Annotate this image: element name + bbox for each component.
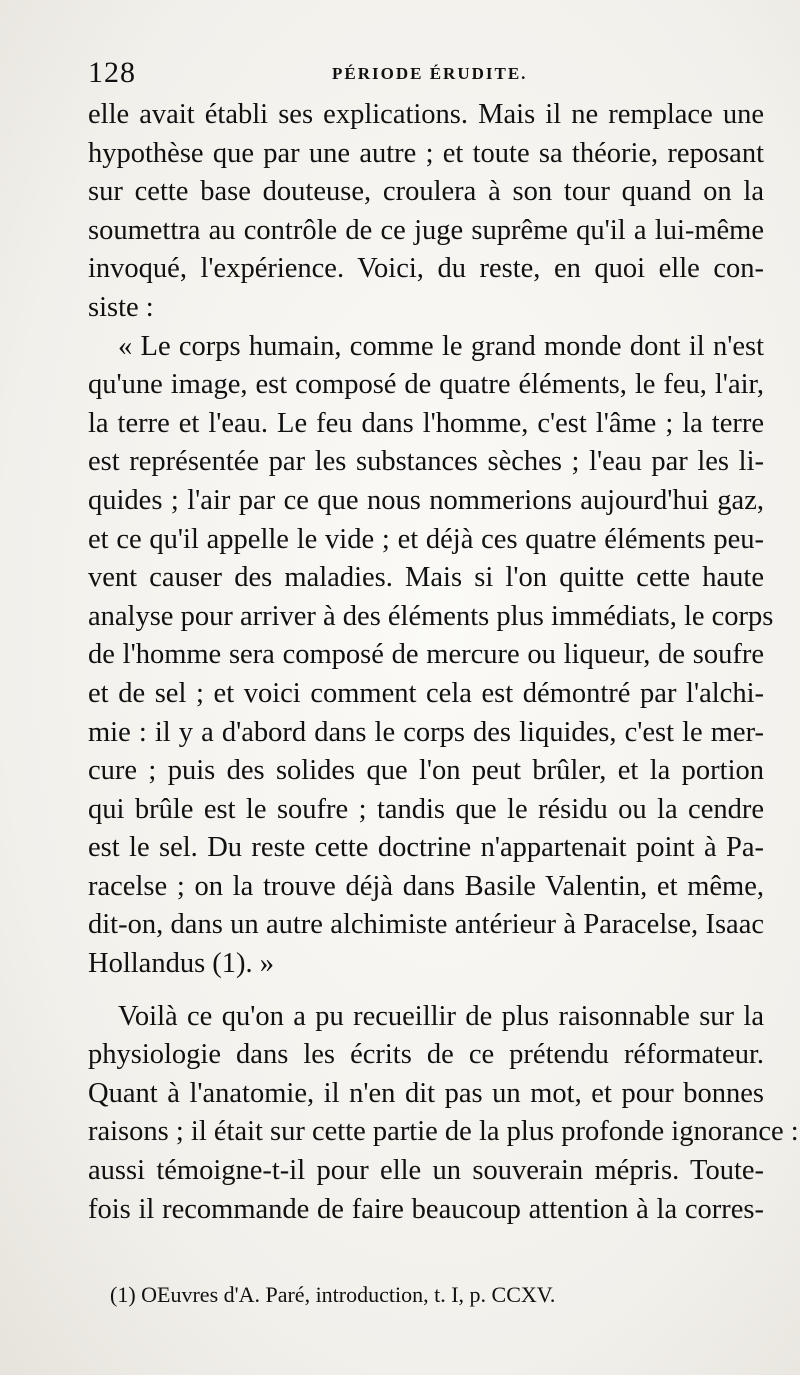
text-line: cure ; puis des solides que l'on peut brûler, et la portion	[88, 755, 764, 787]
page-header	[88, 56, 768, 92]
text-line: elle avait établi ses explications. Mais il ne remplace une	[88, 99, 764, 130]
text-line: hypothèse que par une autre ; et toute sa théorie, reposant	[88, 137, 764, 169]
text-line: racelse ; on la trouve déjà dans Basile Valentin, et même,	[88, 870, 764, 902]
text-line: siste :	[88, 291, 154, 323]
running-head: PÉRIODE ÉRUDITE.	[332, 64, 528, 83]
text-line: mie : il y a d'abord dans le corps des liquides, c'est le mer-	[88, 716, 764, 748]
text-line: dit-on, dans un autre alchimiste antérieur à Paracelse, Isaac	[88, 909, 764, 941]
text-line: et ce qu'il appelle le vide ; et déjà ces quatre éléments peu-	[88, 523, 764, 555]
text-line: Hollandus (1). »	[88, 948, 275, 980]
text-line: vent causer des maladies. Mais si l'on quitte cette haute	[88, 562, 764, 594]
text-line: aussi témoigne-t-il pour elle un souverain mépris. Toute-	[88, 1155, 764, 1187]
text-line: et de sel ; et voici comment cela est démontré par l'alchi-	[88, 677, 764, 709]
text-line: de l'homme sera composé de mercure ou liqueur, de soufre	[88, 639, 764, 671]
text-line: qui brûle est le soufre ; tandis que le résidu ou la cendre	[88, 793, 764, 825]
text-line: analyse pour arriver à des éléments plus immédiats, le corps	[88, 600, 774, 632]
text-line: fois il recommande de faire beaucoup attention à la corres-	[88, 1193, 764, 1225]
footnote: (1) OEuvres d'A. Paré, introduction, t. I, p. CCXV.	[110, 1282, 556, 1307]
text-line: raisons ; il était sur cette partie de la plus profonde ignorance :	[88, 1116, 799, 1148]
page-number: 128	[88, 56, 136, 89]
text-line: invoqué, l'expérience. Voici, du reste, en quoi elle con-	[88, 253, 764, 285]
text-line: sur cette base douteuse, croulera à son tour quand on la	[88, 176, 764, 208]
text-line: « Le corps humain, comme le grand monde dont il n'est	[118, 330, 764, 362]
text-line: physiologie dans les écrits de ce prétendu réformateur.	[88, 1039, 764, 1071]
text-line: qu'une image, est composé de quatre éléments, le feu, l'air,	[88, 369, 764, 401]
text-line: est le sel. Du reste cette doctrine n'appartenait point à Pa-	[88, 832, 764, 864]
text-line: soumettra au contrôle de ce juge suprême qu'il a lui-même	[88, 214, 764, 246]
text-line: Quant à l'anatomie, il n'en dit pas un mot, et pour bonnes	[88, 1077, 764, 1109]
text-line: est représentée par les substances sèches ; l'eau par les li-	[88, 446, 764, 478]
text-line: Voilà ce qu'on a pu recueillir de plus raisonnable sur la	[118, 1000, 764, 1032]
body-text	[88, 96, 799, 1229]
text-line: la terre et l'eau. Le feu dans l'homme, c'est l'âme ; la terre	[88, 407, 764, 439]
text-line: quides ; l'air par ce que nous nommerions aujourd'hui gaz,	[88, 484, 764, 516]
